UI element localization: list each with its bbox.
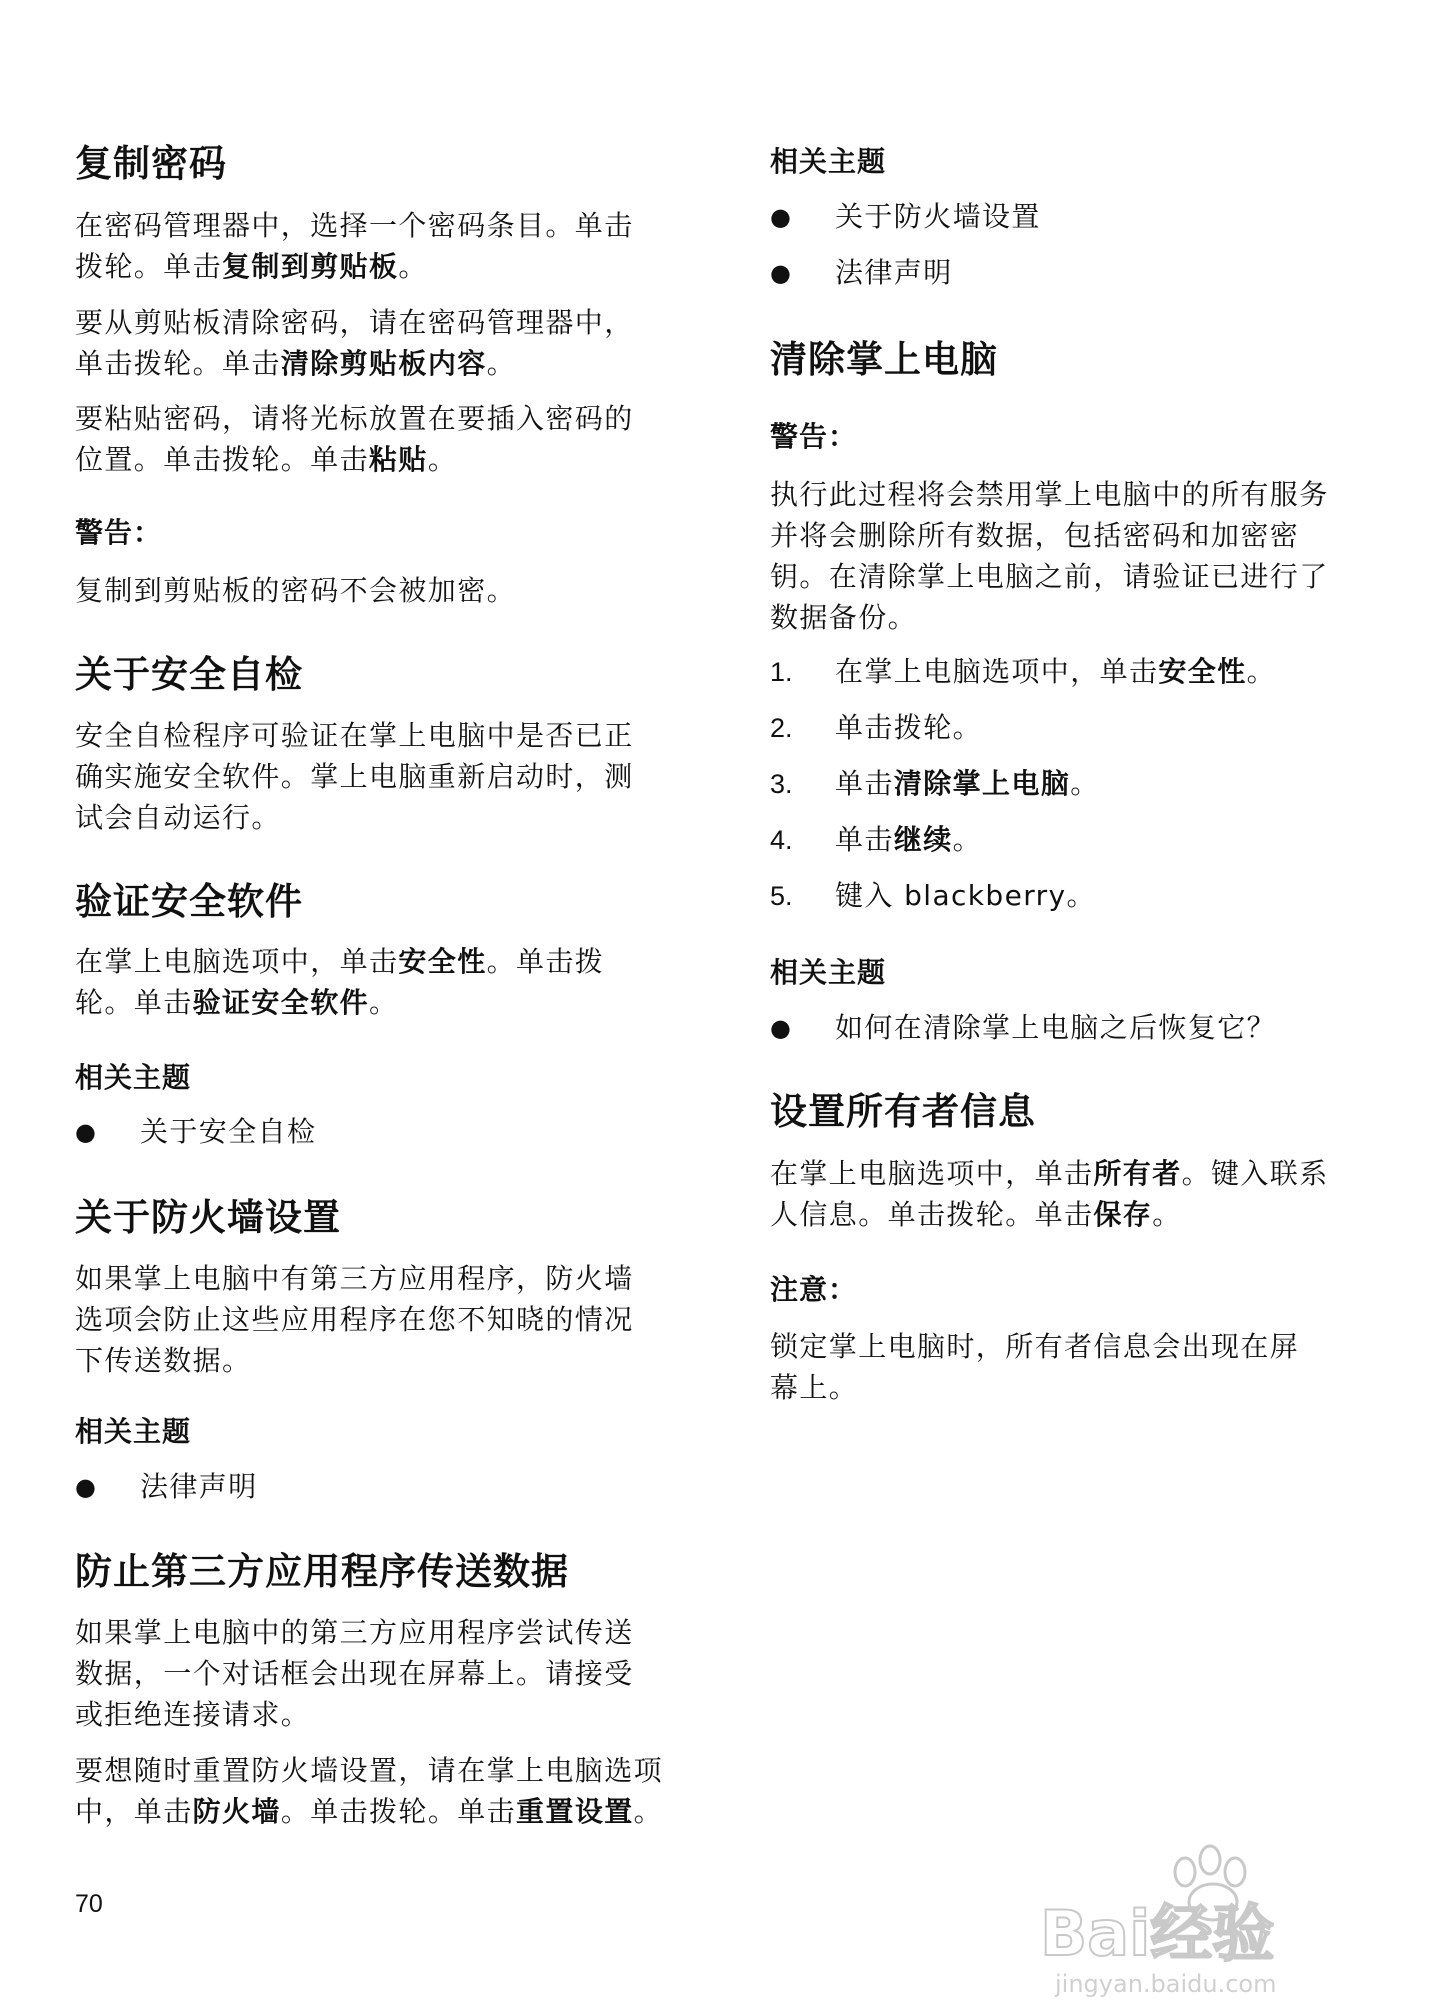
- text-run: 中，单击: [75, 1795, 193, 1828]
- text-run: 位置。单击拨轮。单击: [75, 443, 370, 476]
- bold-term: 重置设置: [516, 1795, 634, 1828]
- paragraph-firewall: [75, 1258, 634, 1381]
- text-line: 并将会删除所有数据，包括密码和加密密: [770, 519, 1300, 552]
- heading-self-check: 关于安全自检: [75, 653, 303, 696]
- text-run: 。: [398, 250, 428, 283]
- step-text: [835, 820, 982, 860]
- note-paragraph: [770, 1326, 1299, 1408]
- note-label: 注意：: [770, 1273, 858, 1306]
- related-topics-label: 相关主题: [770, 956, 887, 989]
- text-line: 锁定掌上电脑时，所有者信息会出现在屏: [770, 1330, 1300, 1363]
- warning-text: 复制到剪贴板的密码不会被加密。: [75, 574, 517, 607]
- text-line: 如果掌上电脑中有第三方应用程序，防火墙: [75, 1262, 634, 1295]
- text-line: 选项会防止这些应用程序在您不知晓的情况: [75, 1303, 634, 1336]
- paragraph-prevent-1: [75, 1612, 634, 1735]
- text-run: 在掌上电脑选项中，单击: [75, 945, 399, 978]
- text-run: 。单击拨轮。单击: [280, 1795, 517, 1828]
- heading-verify-security: 验证安全软件: [75, 880, 303, 923]
- bold-term: 保存: [1093, 1198, 1153, 1231]
- baidu-jingyan-watermark-logo: [1035, 1820, 1375, 2000]
- text-run: 轮。单击: [75, 986, 193, 1019]
- text-run: 单击: [835, 823, 894, 856]
- watermark-url: jingyan.baidu.com: [1055, 1970, 1277, 1998]
- text-line: [75, 246, 634, 287]
- step-text: [835, 764, 1100, 804]
- text-run: 键入 blackberry。: [835, 879, 1096, 912]
- text-line: 数据备份。: [770, 601, 918, 634]
- step-number: 3.: [770, 769, 793, 799]
- related-topic-text: 如何在清除掌上电脑之后恢复它？: [835, 1011, 1277, 1044]
- text-line: 确实施安全软件。掌上电脑重新启动时，测: [75, 760, 634, 793]
- warning-label: 警告：: [75, 516, 163, 549]
- text-run: 人信息。单击拨轮。单击: [770, 1198, 1094, 1231]
- heading-prevent-third-party: 防止第三方应用程序传送数据: [75, 1550, 569, 1593]
- text-line: 要从剪贴板清除密码，请在密码管理器中，: [75, 306, 634, 339]
- paragraph-prevent-2: [75, 1750, 663, 1832]
- related-topics-label: 相关主题: [75, 1061, 192, 1094]
- text-run: 在掌上电脑选项中，单击: [835, 655, 1159, 688]
- bold-term: 复制到剪贴板: [222, 250, 399, 283]
- text-run: 。: [952, 823, 983, 856]
- related-topic-text: 法律声明: [835, 256, 953, 289]
- text-line: [75, 982, 604, 1023]
- bold-term: 清除掌上电脑: [893, 767, 1071, 800]
- text-line: 要粘贴密码，请将光标放置在要插入密码的: [75, 402, 634, 435]
- text-line: [75, 941, 604, 982]
- text-run: 单击拨轮。: [835, 711, 983, 744]
- related-topics-label: 相关主题: [75, 1415, 192, 1448]
- text-run: 单击: [835, 767, 894, 800]
- related-topic-text: 关于防火墙设置: [835, 200, 1041, 233]
- text-line: [770, 1153, 1329, 1194]
- watermark-brand: Bai经验: [1040, 1897, 1275, 1970]
- text-run: 。单击拨: [486, 945, 605, 978]
- text-line: 幕上。: [770, 1371, 859, 1404]
- page-number: 70: [75, 1890, 103, 1918]
- text-run: 。: [1070, 767, 1100, 800]
- text-line: [75, 343, 634, 384]
- text-line: 或拒绝连接请求。: [75, 1698, 311, 1731]
- text-line: [75, 1791, 663, 1832]
- text-run: 。: [633, 1795, 664, 1828]
- text-run: 拨轮。单击: [75, 250, 223, 283]
- heading-owner-info: 设置所有者信息: [770, 1090, 1036, 1133]
- heading-wipe-handheld: 清除掌上电脑: [770, 338, 998, 381]
- bold-term: 防火墙: [192, 1795, 281, 1828]
- step-number: 4.: [770, 825, 793, 855]
- warning-paragraph: [770, 474, 1329, 638]
- paragraph-self-check: [75, 715, 634, 838]
- paragraph-verify-security: [75, 941, 604, 1023]
- warning-label: 警告：: [770, 420, 858, 453]
- related-topic-text: 关于安全自检: [140, 1115, 317, 1148]
- bullet-icon: ●: [770, 1014, 793, 1042]
- paragraph-owner-info: [770, 1153, 1329, 1235]
- text-line: 安全自检程序可验证在掌上电脑中是否已正: [75, 719, 634, 752]
- step-text: [835, 876, 1096, 916]
- heading-copy-password: 复制密码: [75, 142, 227, 185]
- step-number: 5.: [770, 881, 793, 911]
- text-run: 。: [369, 986, 399, 1019]
- step-text: [835, 708, 982, 748]
- text-line: 下传送数据。: [75, 1344, 252, 1377]
- bold-term: 安全性: [398, 945, 487, 978]
- text-run: 。: [486, 347, 517, 380]
- bold-term: 所有者: [1093, 1157, 1182, 1190]
- step-number: 2.: [770, 713, 793, 743]
- text-line: 要想随时重置防火墙设置，请在掌上电脑选项: [75, 1754, 664, 1787]
- bullet-icon: ●: [75, 1473, 98, 1501]
- text-run: 。键入联系: [1181, 1157, 1329, 1190]
- bold-term: 安全性: [1158, 655, 1247, 688]
- text-line: 钥。在清除掌上电脑之前，请验证已进行了: [770, 560, 1329, 593]
- paragraph-copy-password-3: [75, 398, 634, 480]
- related-topic-text: 法律声明: [140, 1470, 258, 1503]
- paragraph-copy-password-2: [75, 302, 634, 384]
- bold-term: 继续: [893, 823, 953, 856]
- text-line: 如果掌上电脑中的第三方应用程序尝试传送: [75, 1616, 634, 1649]
- text-run: 在掌上电脑选项中，单击: [770, 1157, 1094, 1190]
- bold-term: 粘贴: [369, 443, 428, 476]
- text-line: 执行此过程将会禁用掌上电脑中的所有服务: [770, 478, 1329, 511]
- bold-term: 验证安全软件: [192, 986, 370, 1019]
- bold-term: 清除剪贴板内容: [280, 347, 487, 380]
- step-number: 1.: [770, 657, 793, 687]
- heading-firewall: 关于防火墙设置: [75, 1196, 341, 1239]
- bullet-icon: ●: [75, 1118, 98, 1146]
- text-line: 试会自动运行。: [75, 801, 281, 834]
- related-topics-label: 相关主题: [770, 145, 887, 178]
- text-run: 。: [1152, 1198, 1182, 1231]
- paragraph-copy-password-1: [75, 205, 634, 287]
- text-line: [770, 1194, 1329, 1235]
- text-run: 。: [1246, 655, 1277, 688]
- text-run: 。: [427, 443, 458, 476]
- text-line: 数据，一个对话框会出现在屏幕上。请接受: [75, 1657, 634, 1690]
- bullet-icon: ●: [770, 203, 793, 231]
- text-line: [75, 439, 634, 480]
- text-line: 在密码管理器中，选择一个密码条目。单击: [75, 209, 634, 242]
- step-text: [835, 652, 1276, 692]
- bullet-icon: ●: [770, 259, 793, 287]
- text-run: 单击拨轮。单击: [75, 347, 281, 380]
